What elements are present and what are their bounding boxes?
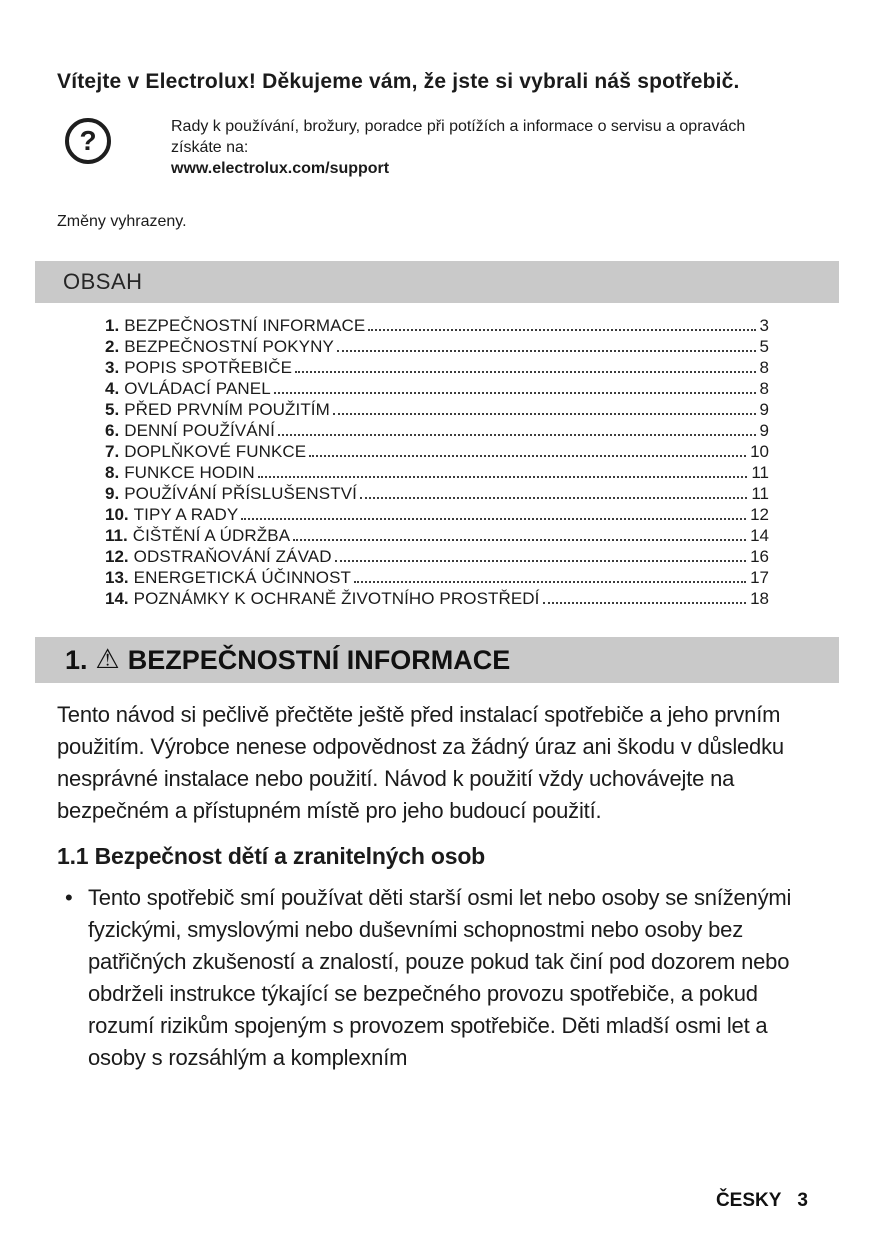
toc-entry[interactable] — [105, 399, 769, 420]
list-item — [57, 882, 813, 1074]
toc-leader-dots — [278, 434, 756, 436]
question-glyph: ? — [79, 125, 97, 156]
bullet-icon: • — [65, 885, 73, 910]
toc-leader-dots — [360, 497, 747, 499]
toc-entry-number: 3. — [105, 358, 120, 377]
toc-entry[interactable] — [105, 567, 769, 588]
toc-entry-page: 18 — [750, 589, 769, 608]
toc-entry-page: 11 — [751, 484, 769, 503]
toc-entry-title: DOPLŇKOVÉ FUNKCE — [124, 442, 307, 461]
toc-entry[interactable] — [105, 483, 769, 504]
toc-header-bar — [35, 261, 839, 303]
support-url-link[interactable]: www.electrolux.com/support — [171, 160, 390, 177]
toc-entry-title: POZNÁMKY K OCHRANĚ ŽIVOTNÍHO PROSTŘEDÍ — [133, 589, 540, 608]
toc-entry-page: 12 — [750, 505, 769, 524]
support-text-block — [171, 116, 796, 179]
toc-entry-title: DENNÍ POUŽÍVÁNÍ — [124, 421, 275, 440]
toc-entry[interactable] — [105, 546, 769, 567]
toc-entry-number: 7. — [105, 442, 120, 461]
toc-entry-title: FUNKCE HODIN — [124, 463, 255, 482]
toc-entry-title: ČIŠTĚNÍ A ÚDRŽBA — [132, 526, 291, 545]
subsection-1-1-bullet-list — [57, 882, 813, 1074]
toc-entry-page: 17 — [750, 568, 769, 587]
toc-leader-dots — [293, 539, 746, 541]
toc-entry-title: TIPY A RADY — [133, 505, 239, 524]
toc-entry[interactable] — [105, 357, 769, 378]
toc-entry-title: PŘED PRVNÍM POUŽITÍM — [124, 400, 330, 419]
footer-page-number: 3 — [797, 1190, 808, 1211]
toc-header: OBSAH — [63, 269, 143, 294]
toc-leader-dots — [337, 350, 756, 352]
toc-entry-title: BEZPEČNOSTNÍ POKYNY — [124, 337, 334, 356]
subsection-1-1-heading: 1.1 Bezpečnost dětí a zranitelných osob — [57, 843, 486, 869]
toc-leader-dots — [335, 560, 746, 562]
toc-leader-dots — [309, 455, 746, 457]
question-circle-icon — [65, 118, 111, 164]
toc-entry-number: 9. — [105, 484, 120, 503]
toc-leader-dots — [241, 518, 746, 520]
toc-entry-page: 9 — [759, 400, 769, 419]
toc-entry-title: ODSTRAŇOVÁNÍ ZÁVAD — [133, 547, 332, 566]
section-1-heading — [65, 645, 510, 676]
toc-leader-dots — [295, 371, 755, 373]
toc-entry-title: ENERGETICKÁ ÚČINNOST — [133, 568, 351, 587]
toc-entry[interactable] — [105, 420, 769, 441]
toc-entry-title: BEZPEČNOSTNÍ INFORMACE — [124, 316, 366, 335]
footer-language-label: ČESKY — [715, 1190, 782, 1211]
toc-leader-dots — [354, 581, 746, 583]
toc-entry-number: 11. — [105, 526, 128, 545]
toc-leader-dots — [543, 602, 747, 604]
toc-entry[interactable] — [105, 588, 769, 609]
toc-entry-page: 16 — [750, 547, 769, 566]
toc-entry-title: POPIS SPOTŘEBIČE — [124, 358, 293, 377]
toc-entry[interactable] — [105, 378, 769, 399]
support-info-block — [57, 116, 813, 179]
section-title: BEZPEČNOSTNÍ INFORMACE — [127, 644, 511, 675]
page-footer — [716, 1190, 808, 1212]
toc-entry-number: 4. — [105, 379, 120, 398]
toc-entry-number: 14. — [105, 589, 129, 608]
toc-entry[interactable] — [105, 336, 769, 357]
toc-entry-number: 10. — [105, 505, 129, 524]
toc-entry-number: 2. — [105, 337, 120, 356]
warning-triangle-icon: ⚠ — [95, 643, 120, 675]
toc-entry-number: 1. — [105, 316, 120, 335]
toc-entry[interactable] — [105, 315, 769, 336]
toc-entry[interactable] — [105, 441, 769, 462]
bullet-text: Tento spotřebič smí používat děti starší osmi let nebo osoby se sníženými fyzickými, smyslovými nebo duševními schopnostmi nebo osoby bez patřičných zkušeností a znalostí, pouze pokud tak činí pod dozorem nebo obdrželi instrukce týkající se bezpečného provozu spotřebiče, a pokud rozumí rizikům spojeným s provozem spotřebiče. Děti mladší osmi let a osoby s rozsáhlým a komplexním — [88, 885, 792, 1070]
toc-entry-page: 9 — [759, 421, 769, 440]
section-1-header-bar — [35, 637, 839, 683]
toc-leader-dots — [274, 392, 756, 394]
toc-entry-title: POUŽÍVÁNÍ PŘÍSLUŠENSTVÍ — [124, 484, 357, 503]
toc-entry-page: 3 — [759, 316, 769, 335]
toc-entry-number: 12. — [105, 547, 129, 566]
page-title: Vítejte v Electrolux! Děkujeme vám, že jste si vybrali náš spotřebič. — [57, 70, 740, 93]
page-content — [57, 70, 813, 1074]
toc-entry-page: 5 — [759, 337, 769, 356]
toc-entry-number: 8. — [105, 463, 120, 482]
toc-entry-page: 10 — [750, 442, 769, 461]
section-number: 1. — [65, 644, 88, 675]
toc-entry[interactable] — [105, 504, 769, 525]
toc-entry-page: 14 — [750, 526, 769, 545]
toc-entry-page: 8 — [759, 358, 769, 377]
toc-entry-number: 5. — [105, 400, 120, 419]
toc-leader-dots — [368, 329, 755, 331]
table-of-contents — [57, 315, 813, 609]
toc-entry[interactable] — [105, 462, 769, 483]
toc-entry-title: OVLÁDACÍ PANEL — [124, 379, 271, 398]
toc-entry-number: 13. — [105, 568, 129, 587]
toc-entry-page: 8 — [759, 379, 769, 398]
toc-entry-page: 11 — [751, 463, 769, 482]
support-text: Rady k používání, brožury, poradce při potížích a informace o servisu a opravách získáte na: — [171, 118, 746, 156]
changes-reserved-note: Změny vyhrazeny. — [57, 213, 187, 230]
section-1-intro-paragraph: Tento návod si pečlivě přečtěte ještě před instalací spotřebiče a jeho prvním použitím. Výrobce nenese odpovědnost za žádný úraz ani škodu v důsledku nesprávné instalace nebo použití. Návod k použití vždy uchovávejte na bezpečném a přístupném místě pro jeho budoucí použití. — [57, 702, 784, 823]
toc-entry-number: 6. — [105, 421, 120, 440]
toc-leader-dots — [258, 476, 748, 478]
toc-entry[interactable] — [105, 525, 769, 546]
toc-leader-dots — [333, 413, 756, 415]
